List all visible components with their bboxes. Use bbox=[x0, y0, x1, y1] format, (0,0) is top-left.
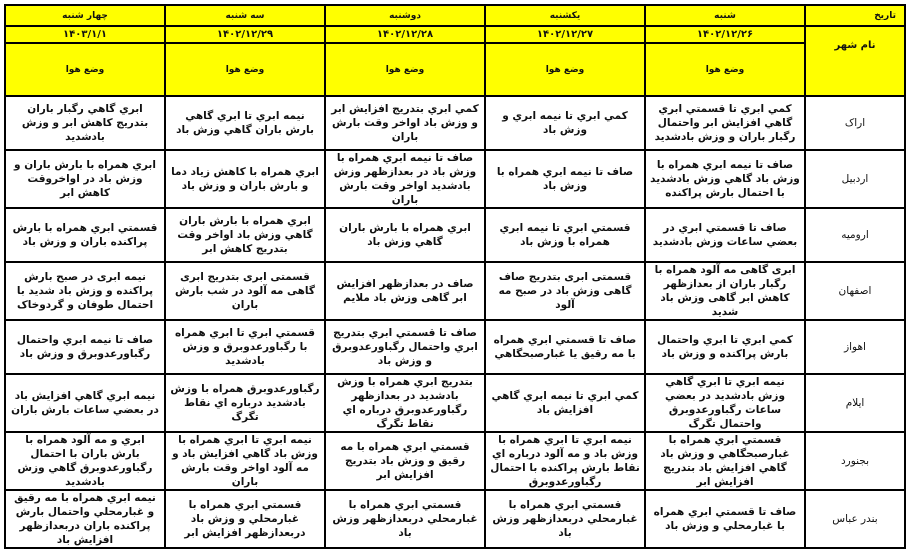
forecast-cell: نيمه ابري تا ابري گاهي بارش باران گاهي وزش باد bbox=[165, 96, 325, 150]
day-name: چهار شنبه bbox=[5, 5, 165, 26]
table-row bbox=[5, 374, 905, 432]
forecast-cell: نيمه ابري همراه با مه رقيق و غبارمحلي واحتمال بارش پراکنده باران دربعدازظهر افزايش باد bbox=[5, 490, 165, 548]
table-row bbox=[5, 96, 905, 150]
day-date: ۱۴۰۳/۱/۱ bbox=[5, 26, 165, 43]
city-name: بجنورد bbox=[805, 432, 905, 490]
weather-forecast-table bbox=[4, 4, 906, 549]
day-name: یکشنبه bbox=[485, 5, 645, 26]
forecast-cell: نيمه ابري تا ابري همراه با وزش باد گاهي افزايش باد و مه آلود اواخر وقت بارش باران bbox=[165, 432, 325, 490]
forecast-cell: قسمتی ابری بتدریج ابری گاهی مه آلود در شب بارش باران bbox=[165, 262, 325, 320]
column-labels-row bbox=[5, 43, 905, 96]
weather-column-label: وضع هوا bbox=[645, 43, 805, 96]
forecast-cell: ابري گاهي رگبار باران بتدريج کاهش ابر و وزش بادشديد bbox=[5, 96, 165, 150]
forecast-cell: صاف تا قسمتي ابري همراه با مه رقيق يا غبارصبحگاهي bbox=[485, 320, 645, 374]
date-label: تاریخ bbox=[805, 5, 905, 26]
day-date: ۱۴۰۲/۱۲/۲۷ bbox=[485, 26, 645, 43]
day-name: دوشنبه bbox=[325, 5, 485, 26]
forecast-cell: ابري همراه با بارش باران گاهي وزش باد اواخر وقت بتدريج كاهش ابر bbox=[165, 208, 325, 262]
forecast-cell: صاف تا نيمه ابري همراه با وزش باد bbox=[485, 150, 645, 208]
forecast-cell: ابری گاهی مه آلود همراه با رگبار باران از بعدازظهر کاهش ابر گاهی وزش باد شدید bbox=[645, 262, 805, 320]
forecast-cell: قسمتي ابري همراه با غبارمحلي دربعدازظهر وزش باد bbox=[485, 490, 645, 548]
forecast-cell: صاف تا قسمتي ابري در بعضي ساعات وزش بادشديد bbox=[645, 208, 805, 262]
day-date: ۱۴۰۲/۱۲/۲۹ bbox=[165, 26, 325, 43]
city-name-label: نام شهر bbox=[805, 26, 905, 96]
forecast-cell: قسمتي ابري همراه با مه رقيق و وزش باد بتدريج افزايش ابر bbox=[325, 432, 485, 490]
city-name: اصفهان bbox=[805, 262, 905, 320]
day-name: شنبه bbox=[645, 5, 805, 26]
city-name: اردبیل bbox=[805, 150, 905, 208]
forecast-cell: نيمه ابري گاهي افزايش باد در بعضي ساعات بارش باران bbox=[5, 374, 165, 432]
city-name: بندر عباس bbox=[805, 490, 905, 548]
forecast-cell: کمي ابري تا نيمه ابري و وزش باد bbox=[485, 96, 645, 150]
forecast-cell: بتدريج ابري همراه با وزش بادشديد در بعدازظهر رگباورعدوبرق درباره اي نقاط تگرگ bbox=[325, 374, 485, 432]
day-names-row bbox=[5, 5, 905, 26]
table-row bbox=[5, 262, 905, 320]
table-row bbox=[5, 490, 905, 548]
forecast-cell: صاف تا قسمتي ابري بتدريج ابري واحتمال رگباورعدوبرق و وزش باد bbox=[325, 320, 485, 374]
day-date: ۱۴۰۲/۱۲/۲۶ bbox=[645, 26, 805, 43]
forecast-cell: صاف تا نيمه ابري همراه با وزش باد گاهي وزش بادشديد با احتمال بارش پراکنده bbox=[645, 150, 805, 208]
forecast-cell: ابري همراه با بارش باران و وزش باد در اواخروقت کاهش ابر bbox=[5, 150, 165, 208]
forecast-cell: قسمتي ابري تا نيمه ابري همراه با وزش باد bbox=[485, 208, 645, 262]
forecast-cell: صاف تا نيمه ابري واحتمال رگباورعدوبرق و وزش باد bbox=[5, 320, 165, 374]
forecast-cell: قسمتي ابري همراه با غبارصبحگاهي و وزش باد گاهي افزايش باد بتدريج افزايش ابر bbox=[645, 432, 805, 490]
day-date: ۱۴۰۲/۱۲/۲۸ bbox=[325, 26, 485, 43]
table-row bbox=[5, 150, 905, 208]
forecast-cell: نيمه ابري تا ابري گاهي وزش بادشديد در بعضي ساعات رگباورعدوبرق واحتمال تگرگ bbox=[645, 374, 805, 432]
forecast-cell: كمي ابري بتدريج افزايش ابر و وزش باد اواخر وقت بارش باران bbox=[325, 96, 485, 150]
forecast-cell: صاف تا نيمه ابري همراه با وزش باد در بعدازظهر وزش بادشديد اواخر وقت بارش باران bbox=[325, 150, 485, 208]
forecast-cell: قسمتي ابري تا ابري همراه با رگباورعدوبرق و وزش بادشديد bbox=[165, 320, 325, 374]
forecast-cell: کمي ابري تا ابري واحتمال بارش پراکنده و وزش باد bbox=[645, 320, 805, 374]
table-row bbox=[5, 320, 905, 374]
forecast-cell: نيمه ابري تا ابري همراه با وزش باد و مه آلود درباره اي نقاط بارش پراكنده با احتمال رگباورعدوبرق bbox=[485, 432, 645, 490]
city-name: ارومیه bbox=[805, 208, 905, 262]
city-name: اهواز bbox=[805, 320, 905, 374]
forecast-cell: قسمتی ابری بتدریج صاف گاهی وزش باد در صبح مه آلود bbox=[485, 262, 645, 320]
forecast-cell: صاف در بعدازظهر افزایش ابر گاهی وزش باد ملایم bbox=[325, 262, 485, 320]
forecast-cell: قسمتي ابري همراه با بارش پراکنده باران و وزش باد bbox=[5, 208, 165, 262]
forecast-cell: رگباورعدوبرق همراه با وزش بادشديد درباره اي نقاط تگرگ bbox=[165, 374, 325, 432]
dates-row bbox=[5, 26, 905, 43]
weather-column-label: وضع هوا bbox=[5, 43, 165, 96]
weather-column-label: وضع هوا bbox=[485, 43, 645, 96]
weather-column-label: وضع هوا bbox=[325, 43, 485, 96]
weather-column-label: وضع هوا bbox=[165, 43, 325, 96]
forecast-cell: ابري و مه آلود همراه با بارش باران با احتمال رگباورعدوبرق گاهي وزش بادشديد bbox=[5, 432, 165, 490]
city-name: اراک bbox=[805, 96, 905, 150]
forecast-cell: قسمتي ابري همراه با غبارمحلي و وزش باد دربعدازظهر افزايش ابر bbox=[165, 490, 325, 548]
forecast-cell: کمي ابري تا قسمتي ابري گاهي افزايش ابر واحتمال رگبار باران و وزش بادشديد bbox=[645, 96, 805, 150]
table-row bbox=[5, 432, 905, 490]
day-name: سه شنبه bbox=[165, 5, 325, 26]
forecast-cell: ابري همراه با كاهش زياد دما و بارش باران و وزش باد bbox=[165, 150, 325, 208]
forecast-cell: نیمه ابری در صبح بارش پراکنده و وزش باد شدید با احتمال طوفان و گردوخاک bbox=[5, 262, 165, 320]
city-name: ایلام bbox=[805, 374, 905, 432]
forecast-cell: قسمتي ابري همراه با غبارمحلي دربعدازظهر وزش باد bbox=[325, 490, 485, 548]
forecast-cell: صاف تا قسمتي ابري همراه با غبارمحلي و وزش باد bbox=[645, 490, 805, 548]
forecast-cell: ابري همراه با بارش باران گاهي وزش باد bbox=[325, 208, 485, 262]
forecast-cell: کمي ابري تا نيمه ابري گاهي افزايش باد bbox=[485, 374, 645, 432]
table-row bbox=[5, 208, 905, 262]
